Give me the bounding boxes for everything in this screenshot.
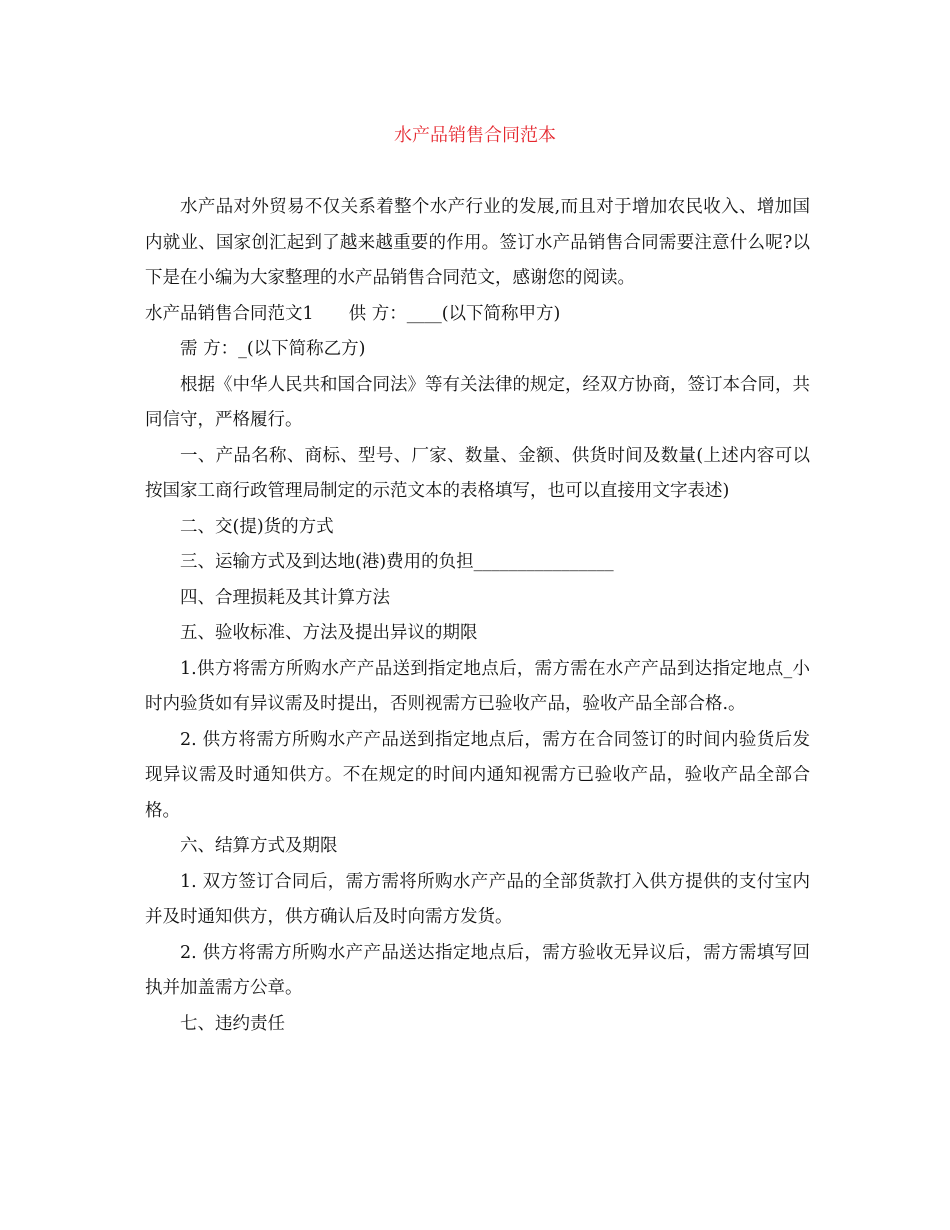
paragraph-sample-heading-supplier: 水产品销售合同范文1 供 方：____(以下简称甲方) <box>145 303 561 324</box>
paragraph-section-2: 二、交(提)货的方式 <box>180 516 334 537</box>
paragraph-section-5-item-2: 2. 供方将需方所购水产产品送到指定地点后，需方在合同签订的时间内验货后发现异议需及时通知供方。不在规定的时间内通知视需方已验收产品，验收产品全部合格。 <box>145 729 810 821</box>
paragraph-intro: 水产品对外贸易不仅关系着整个水产行业的发展,而且对于增加农民收入、增加国内就业、国家创汇起到了越来越重要的作用。签订水产品销售合同需要注意什么呢?以下是在小编为大家整理的水产品销售合同范文，感谢您的阅读。 <box>145 197 810 288</box>
paragraph-section-4: 四、合理损耗及其计算方法 <box>180 587 390 608</box>
paragraph-buyer: 需 方：_(以下简称乙方) <box>180 339 366 359</box>
paragraph-section-5: 五、验收标准、方法及提出异议的期限 <box>180 623 478 643</box>
paragraph-section-6: 六、结算方式及期限 <box>180 836 338 856</box>
paragraph-section-7: 七、违约责任 <box>180 1013 285 1034</box>
paragraph-section-1: 一、产品名称、商标、型号、厂家、数量、金额、供货时间及数量(上述内容可以按国家工商行政管理局制定的示范文本的表格填写，也可以直接用文字表述) <box>145 445 810 501</box>
paragraph-section-6-item-1: 1. 双方签订合同后，需方需将所购水产产品的全部货款打入供方提供的支付宝内并及时通知供方，供方确认后及时向需方发货。 <box>145 871 810 927</box>
paragraph-section-5-item-1: 1.供方将需方所购水产产品送到指定地点后，需方需在水产产品到达指定地点_小时内验货如有异议需及时提出，否则视需方已验收产品，验收产品全部合格.。 <box>145 658 810 714</box>
paragraph-section-3: 三、运输方式及到达地(港)费用的负担________________ <box>180 552 614 572</box>
document-title: 水产品销售合同范本 <box>394 125 556 146</box>
document-body <box>145 190 810 1042</box>
paragraph-section-6-item-2: 2. 供方将需方所购水产产品送达指定地点后，需方验收无异议后，需方需填写回执并加盖需方公章。 <box>145 942 810 998</box>
paragraph-legal-basis: 根据《中华人民共和国合同法》等有关法律的规定，经双方协商，签订本合同，共同信守，严格履行。 <box>145 374 810 430</box>
